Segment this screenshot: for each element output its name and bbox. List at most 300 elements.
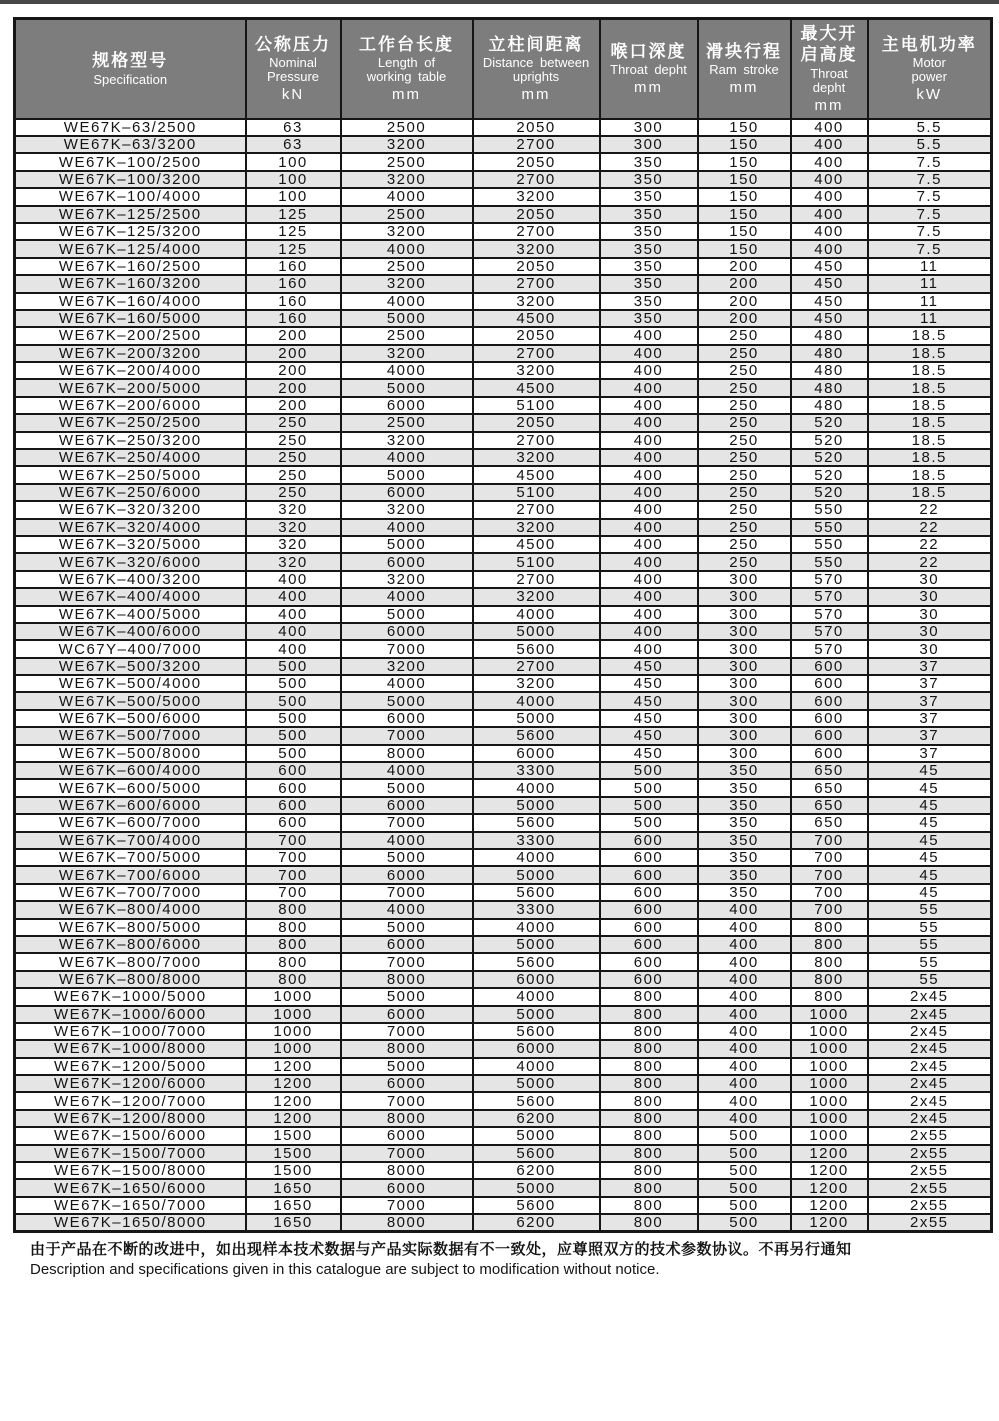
cell-nominal-pressure: 1200 <box>246 1110 341 1127</box>
cell-working-table-length: 3200 <box>341 171 473 188</box>
cell-working-table-length: 4000 <box>341 832 473 849</box>
table-row <box>15 275 992 292</box>
cell-motor-power: 2x55 <box>868 1145 992 1162</box>
cell-specification: WE67K–500/3200 <box>15 658 246 675</box>
cell-uprights-distance: 6000 <box>473 971 600 988</box>
cell-throat-depth: 350 <box>600 275 698 292</box>
cell-working-table-length: 8000 <box>341 1214 473 1232</box>
cell-motor-power: 7.5 <box>868 206 992 223</box>
cell-specification: WE67K–250/5000 <box>15 466 246 483</box>
cell-specification: WE67K–500/6000 <box>15 710 246 727</box>
cell-motor-power: 7.5 <box>868 240 992 257</box>
cell-specification: WE67K–200/5000 <box>15 379 246 396</box>
table-row <box>15 1214 992 1232</box>
cell-max-opening-height: 800 <box>791 988 868 1005</box>
cell-motor-power: 2x45 <box>868 1040 992 1057</box>
cell-max-opening-height: 520 <box>791 414 868 431</box>
cell-uprights-distance: 6000 <box>473 1040 600 1057</box>
cell-working-table-length: 5000 <box>341 919 473 936</box>
cell-nominal-pressure: 600 <box>246 797 341 814</box>
cell-working-table-length: 6000 <box>341 1127 473 1144</box>
cell-working-table-length: 2500 <box>341 327 473 344</box>
cell-motor-power: 45 <box>868 832 992 849</box>
cell-uprights-distance: 2050 <box>473 327 600 344</box>
col-header-en: Ram stroke <box>709 62 779 78</box>
table-row <box>15 623 992 640</box>
col-header-working-table-length <box>341 19 473 119</box>
col-header-max-opening-height <box>791 19 868 119</box>
cell-ram-stroke: 300 <box>698 588 791 605</box>
cell-working-table-length: 7000 <box>341 1145 473 1162</box>
cell-specification: WE67K–100/3200 <box>15 171 246 188</box>
cell-ram-stroke: 300 <box>698 571 791 588</box>
table-row <box>15 797 992 814</box>
cell-motor-power: 22 <box>868 553 992 570</box>
table-row <box>15 814 992 831</box>
cell-throat-depth: 400 <box>600 327 698 344</box>
table-row <box>15 1127 992 1144</box>
cell-uprights-distance: 2700 <box>473 275 600 292</box>
cell-throat-depth: 350 <box>600 258 698 275</box>
cell-throat-depth: 350 <box>600 153 698 170</box>
table-row <box>15 606 992 623</box>
cell-nominal-pressure: 1200 <box>246 1075 341 1092</box>
cell-ram-stroke: 300 <box>698 675 791 692</box>
cell-motor-power: 55 <box>868 919 992 936</box>
cell-working-table-length: 3200 <box>341 501 473 518</box>
cell-motor-power: 18.5 <box>868 345 992 362</box>
cell-nominal-pressure: 500 <box>246 727 341 744</box>
cell-motor-power: 55 <box>868 901 992 918</box>
table-row <box>15 345 992 362</box>
cell-nominal-pressure: 500 <box>246 745 341 762</box>
cell-motor-power: 45 <box>868 797 992 814</box>
cell-max-opening-height: 520 <box>791 449 868 466</box>
cell-motor-power: 22 <box>868 519 992 536</box>
table-row <box>15 206 992 223</box>
cell-working-table-length: 4000 <box>341 519 473 536</box>
cell-throat-depth: 450 <box>600 727 698 744</box>
cell-ram-stroke: 200 <box>698 293 791 310</box>
cell-nominal-pressure: 1000 <box>246 1023 341 1040</box>
cell-ram-stroke: 500 <box>698 1127 791 1144</box>
cell-uprights-distance: 2700 <box>473 658 600 675</box>
col-header-unit: kN <box>281 85 305 103</box>
cell-max-opening-height: 480 <box>791 345 868 362</box>
cell-working-table-length: 5000 <box>341 606 473 623</box>
cell-uprights-distance: 5600 <box>473 727 600 744</box>
cell-ram-stroke: 500 <box>698 1162 791 1179</box>
cell-throat-depth: 400 <box>600 345 698 362</box>
cell-uprights-distance: 2700 <box>473 432 600 449</box>
cell-working-table-length: 4000 <box>341 588 473 605</box>
cell-uprights-distance: 5600 <box>473 953 600 970</box>
cell-max-opening-height: 1200 <box>791 1179 868 1196</box>
cell-specification: WE67K–500/7000 <box>15 727 246 744</box>
cell-throat-depth: 800 <box>600 1179 698 1196</box>
cell-working-table-length: 2500 <box>341 414 473 431</box>
cell-throat-depth: 350 <box>600 206 698 223</box>
cell-uprights-distance: 2700 <box>473 571 600 588</box>
cell-nominal-pressure: 200 <box>246 327 341 344</box>
table-row <box>15 727 992 744</box>
cell-ram-stroke: 300 <box>698 606 791 623</box>
cell-uprights-distance: 3300 <box>473 762 600 779</box>
table-row <box>15 832 992 849</box>
col-header-en: Length of working table <box>366 54 447 85</box>
cell-motor-power: 7.5 <box>868 171 992 188</box>
cell-nominal-pressure: 700 <box>246 832 341 849</box>
col-header-throat-depth <box>600 19 698 119</box>
cell-max-opening-height: 520 <box>791 432 868 449</box>
cell-working-table-length: 7000 <box>341 953 473 970</box>
cell-throat-depth: 400 <box>600 379 698 396</box>
cell-nominal-pressure: 400 <box>246 571 341 588</box>
cell-motor-power: 37 <box>868 727 992 744</box>
table-row <box>15 1197 992 1214</box>
cell-nominal-pressure: 160 <box>246 258 341 275</box>
cell-throat-depth: 400 <box>600 449 698 466</box>
cell-max-opening-height: 480 <box>791 397 868 414</box>
col-header-unit: mm <box>729 78 759 96</box>
col-header-en: Throat depht <box>810 65 848 96</box>
cell-max-opening-height: 1000 <box>791 1058 868 1075</box>
cell-working-table-length: 4000 <box>341 901 473 918</box>
cell-ram-stroke: 400 <box>698 988 791 1005</box>
cell-motor-power: 2x55 <box>868 1179 992 1196</box>
cell-specification: WE67K–1200/7000 <box>15 1092 246 1109</box>
cell-throat-depth: 350 <box>600 171 698 188</box>
cell-motor-power: 30 <box>868 606 992 623</box>
cell-ram-stroke: 350 <box>698 866 791 883</box>
cell-max-opening-height: 1000 <box>791 1127 868 1144</box>
cell-ram-stroke: 250 <box>698 379 791 396</box>
cell-motor-power: 2x45 <box>868 1006 992 1023</box>
table-row <box>15 1058 992 1075</box>
cell-nominal-pressure: 500 <box>246 710 341 727</box>
cell-motor-power: 45 <box>868 866 992 883</box>
cell-max-opening-height: 1000 <box>791 1040 868 1057</box>
cell-specification: WE67K–1000/7000 <box>15 1023 246 1040</box>
cell-throat-depth: 450 <box>600 710 698 727</box>
cell-max-opening-height: 1000 <box>791 1023 868 1040</box>
cell-ram-stroke: 250 <box>698 414 791 431</box>
cell-throat-depth: 800 <box>600 1040 698 1057</box>
cell-throat-depth: 400 <box>600 362 698 379</box>
cell-specification: WE67K–160/2500 <box>15 258 246 275</box>
cell-specification: WE67K–250/2500 <box>15 414 246 431</box>
cell-ram-stroke: 200 <box>698 275 791 292</box>
cell-ram-stroke: 250 <box>698 397 791 414</box>
cell-motor-power: 18.5 <box>868 466 992 483</box>
col-header-unit: mm <box>521 85 551 103</box>
cell-specification: WE67K–500/8000 <box>15 745 246 762</box>
cell-max-opening-height: 400 <box>791 136 868 153</box>
cell-throat-depth: 600 <box>600 832 698 849</box>
footer-note <box>13 1240 990 1281</box>
cell-ram-stroke: 150 <box>698 171 791 188</box>
cell-max-opening-height: 520 <box>791 484 868 501</box>
cell-ram-stroke: 400 <box>698 901 791 918</box>
cell-motor-power: 18.5 <box>868 432 992 449</box>
cell-max-opening-height: 600 <box>791 710 868 727</box>
cell-ram-stroke: 500 <box>698 1214 791 1232</box>
cell-nominal-pressure: 700 <box>246 884 341 901</box>
cell-working-table-length: 3200 <box>341 658 473 675</box>
cell-ram-stroke: 300 <box>698 640 791 657</box>
col-header-en: Distance between uprights <box>482 54 590 85</box>
cell-ram-stroke: 150 <box>698 240 791 257</box>
cell-specification: WE67K–160/4000 <box>15 293 246 310</box>
table-row <box>15 1092 992 1109</box>
cell-ram-stroke: 350 <box>698 832 791 849</box>
cell-nominal-pressure: 1000 <box>246 1006 341 1023</box>
cell-ram-stroke: 300 <box>698 623 791 640</box>
cell-throat-depth: 400 <box>600 519 698 536</box>
cell-specification: WE67K–200/3200 <box>15 345 246 362</box>
cell-max-opening-height: 600 <box>791 727 868 744</box>
cell-ram-stroke: 400 <box>698 971 791 988</box>
cell-throat-depth: 600 <box>600 849 698 866</box>
cell-ram-stroke: 400 <box>698 936 791 953</box>
cell-ram-stroke: 250 <box>698 553 791 570</box>
cell-motor-power: 2x55 <box>868 1127 992 1144</box>
cell-throat-depth: 350 <box>600 240 698 257</box>
cell-nominal-pressure: 400 <box>246 623 341 640</box>
cell-working-table-length: 5000 <box>341 849 473 866</box>
cell-uprights-distance: 5100 <box>473 397 600 414</box>
col-header-en: Nominal Pressure <box>266 54 320 85</box>
table-row <box>15 658 992 675</box>
cell-throat-depth: 400 <box>600 640 698 657</box>
cell-uprights-distance: 4000 <box>473 779 600 796</box>
cell-uprights-distance: 4500 <box>473 466 600 483</box>
cell-specification: WE67K–1500/6000 <box>15 1127 246 1144</box>
cell-working-table-length: 7000 <box>341 727 473 744</box>
cell-specification: WE67K–63/2500 <box>15 119 246 136</box>
cell-uprights-distance: 2050 <box>473 414 600 431</box>
cell-motor-power: 2x45 <box>868 1023 992 1040</box>
cell-working-table-length: 2500 <box>341 206 473 223</box>
col-header-en: Specification <box>93 71 168 87</box>
cell-ram-stroke: 400 <box>698 1092 791 1109</box>
cell-motor-power: 22 <box>868 501 992 518</box>
table-row <box>15 519 992 536</box>
cell-throat-depth: 800 <box>600 1006 698 1023</box>
cell-max-opening-height: 450 <box>791 258 868 275</box>
cell-uprights-distance: 2700 <box>473 345 600 362</box>
cell-working-table-length: 3200 <box>341 571 473 588</box>
cell-uprights-distance: 5000 <box>473 1127 600 1144</box>
cell-motor-power: 5.5 <box>868 119 992 136</box>
cell-max-opening-height: 1200 <box>791 1162 868 1179</box>
cell-specification: WE67K–320/3200 <box>15 501 246 518</box>
cell-motor-power: 18.5 <box>868 379 992 396</box>
cell-specification: WE67K–320/5000 <box>15 536 246 553</box>
cell-working-table-length: 8000 <box>341 1162 473 1179</box>
cell-throat-depth: 300 <box>600 136 698 153</box>
table-row <box>15 501 992 518</box>
cell-nominal-pressure: 320 <box>246 519 341 536</box>
cell-specification: WE67K–1650/8000 <box>15 1214 246 1232</box>
cell-working-table-length: 6000 <box>341 936 473 953</box>
footer-note-en: Description and specifications given in this catalogue are subject to modification without notice. <box>30 1261 660 1279</box>
cell-max-opening-height: 1000 <box>791 1006 868 1023</box>
cell-motor-power: 2x55 <box>868 1197 992 1214</box>
cell-uprights-distance: 3200 <box>473 293 600 310</box>
cell-max-opening-height: 700 <box>791 849 868 866</box>
cell-specification: WE67K–250/4000 <box>15 449 246 466</box>
cell-uprights-distance: 5600 <box>473 884 600 901</box>
cell-working-table-length: 7000 <box>341 640 473 657</box>
cell-ram-stroke: 300 <box>698 727 791 744</box>
cell-nominal-pressure: 400 <box>246 606 341 623</box>
cell-specification: WE67K–400/6000 <box>15 623 246 640</box>
cell-ram-stroke: 350 <box>698 814 791 831</box>
cell-throat-depth: 500 <box>600 779 698 796</box>
col-header-zh: 滑块行程 <box>706 41 782 61</box>
cell-working-table-length: 4000 <box>341 675 473 692</box>
cell-motor-power: 18.5 <box>868 484 992 501</box>
table-row <box>15 779 992 796</box>
col-header-ram-stroke <box>698 19 791 119</box>
cell-max-opening-height: 400 <box>791 240 868 257</box>
cell-motor-power: 2x45 <box>868 988 992 1005</box>
cell-uprights-distance: 2050 <box>473 258 600 275</box>
cell-specification: WE67K–800/5000 <box>15 919 246 936</box>
cell-motor-power: 45 <box>868 779 992 796</box>
spec-table-header <box>15 19 992 119</box>
col-header-zh: 工作台长度 <box>359 34 454 54</box>
cell-nominal-pressure: 63 <box>246 119 341 136</box>
cell-working-table-length: 7000 <box>341 1023 473 1040</box>
cell-throat-depth: 350 <box>600 310 698 327</box>
cell-nominal-pressure: 600 <box>246 779 341 796</box>
cell-uprights-distance: 2700 <box>473 501 600 518</box>
cell-working-table-length: 2500 <box>341 119 473 136</box>
cell-nominal-pressure: 160 <box>246 293 341 310</box>
cell-throat-depth: 450 <box>600 692 698 709</box>
cell-working-table-length: 7000 <box>341 814 473 831</box>
cell-working-table-length: 8000 <box>341 745 473 762</box>
table-row <box>15 119 992 136</box>
table-row <box>15 136 992 153</box>
cell-throat-depth: 600 <box>600 919 698 936</box>
cell-nominal-pressure: 800 <box>246 936 341 953</box>
cell-max-opening-height: 570 <box>791 640 868 657</box>
cell-ram-stroke: 350 <box>698 779 791 796</box>
table-row <box>15 919 992 936</box>
cell-uprights-distance: 3300 <box>473 832 600 849</box>
col-header-zh: 公称压力 <box>255 34 331 54</box>
cell-working-table-length: 6000 <box>341 1006 473 1023</box>
cell-working-table-length: 6000 <box>341 1179 473 1196</box>
cell-throat-depth: 800 <box>600 1075 698 1092</box>
cell-uprights-distance: 3200 <box>473 519 600 536</box>
cell-working-table-length: 6000 <box>341 1075 473 1092</box>
cell-working-table-length: 7000 <box>341 1197 473 1214</box>
cell-throat-depth: 350 <box>600 293 698 310</box>
cell-ram-stroke: 250 <box>698 345 791 362</box>
cell-nominal-pressure: 1000 <box>246 1040 341 1057</box>
cell-ram-stroke: 250 <box>698 536 791 553</box>
cell-ram-stroke: 250 <box>698 327 791 344</box>
cell-working-table-length: 4000 <box>341 240 473 257</box>
cell-nominal-pressure: 800 <box>246 919 341 936</box>
cell-throat-depth: 500 <box>600 762 698 779</box>
cell-nominal-pressure: 1500 <box>246 1145 341 1162</box>
cell-max-opening-height: 480 <box>791 362 868 379</box>
cell-nominal-pressure: 250 <box>246 466 341 483</box>
cell-specification: WE67K–800/6000 <box>15 936 246 953</box>
col-header-zh: 规格型号 <box>92 51 169 71</box>
table-row <box>15 258 992 275</box>
cell-motor-power: 2x55 <box>868 1214 992 1232</box>
cell-nominal-pressure: 250 <box>246 414 341 431</box>
cell-max-opening-height: 450 <box>791 275 868 292</box>
cell-throat-depth: 600 <box>600 901 698 918</box>
cell-nominal-pressure: 1650 <box>246 1179 341 1196</box>
cell-throat-depth: 400 <box>600 466 698 483</box>
cell-working-table-length: 4000 <box>341 362 473 379</box>
table-row <box>15 1075 992 1092</box>
cell-working-table-length: 6000 <box>341 797 473 814</box>
cell-ram-stroke: 350 <box>698 797 791 814</box>
cell-working-table-length: 8000 <box>341 1040 473 1057</box>
cell-motor-power: 11 <box>868 310 992 327</box>
cell-specification: WE67K–1650/7000 <box>15 1197 246 1214</box>
cell-uprights-distance: 3300 <box>473 901 600 918</box>
cell-motor-power: 55 <box>868 971 992 988</box>
cell-ram-stroke: 350 <box>698 884 791 901</box>
cell-motor-power: 22 <box>868 536 992 553</box>
cell-ram-stroke: 350 <box>698 762 791 779</box>
cell-specification: WE67K–125/3200 <box>15 223 246 240</box>
spec-table <box>13 17 993 1233</box>
cell-specification: WE67K–800/7000 <box>15 953 246 970</box>
cell-working-table-length: 7000 <box>341 884 473 901</box>
cell-nominal-pressure: 400 <box>246 588 341 605</box>
cell-throat-depth: 800 <box>600 1162 698 1179</box>
cell-motor-power: 45 <box>868 762 992 779</box>
cell-uprights-distance: 3200 <box>473 240 600 257</box>
cell-motor-power: 18.5 <box>868 397 992 414</box>
cell-nominal-pressure: 160 <box>246 275 341 292</box>
cell-nominal-pressure: 1200 <box>246 1092 341 1109</box>
cell-motor-power: 45 <box>868 814 992 831</box>
cell-throat-depth: 300 <box>600 119 698 136</box>
cell-specification: WE67K–1200/6000 <box>15 1075 246 1092</box>
cell-uprights-distance: 5600 <box>473 1092 600 1109</box>
cell-specification: WE67K–1200/5000 <box>15 1058 246 1075</box>
cell-uprights-distance: 5600 <box>473 640 600 657</box>
cell-nominal-pressure: 800 <box>246 953 341 970</box>
cell-specification: WE67K–600/6000 <box>15 797 246 814</box>
cell-uprights-distance: 4000 <box>473 919 600 936</box>
cell-uprights-distance: 5000 <box>473 866 600 883</box>
table-row <box>15 223 992 240</box>
cell-specification: WE67K–200/4000 <box>15 362 246 379</box>
cell-max-opening-height: 550 <box>791 501 868 518</box>
col-header-specification <box>15 19 246 119</box>
cell-working-table-length: 5000 <box>341 379 473 396</box>
cell-uprights-distance: 3200 <box>473 588 600 605</box>
cell-nominal-pressure: 500 <box>246 675 341 692</box>
cell-working-table-length: 2500 <box>341 153 473 170</box>
cell-ram-stroke: 150 <box>698 206 791 223</box>
cell-uprights-distance: 4500 <box>473 310 600 327</box>
cell-nominal-pressure: 200 <box>246 362 341 379</box>
